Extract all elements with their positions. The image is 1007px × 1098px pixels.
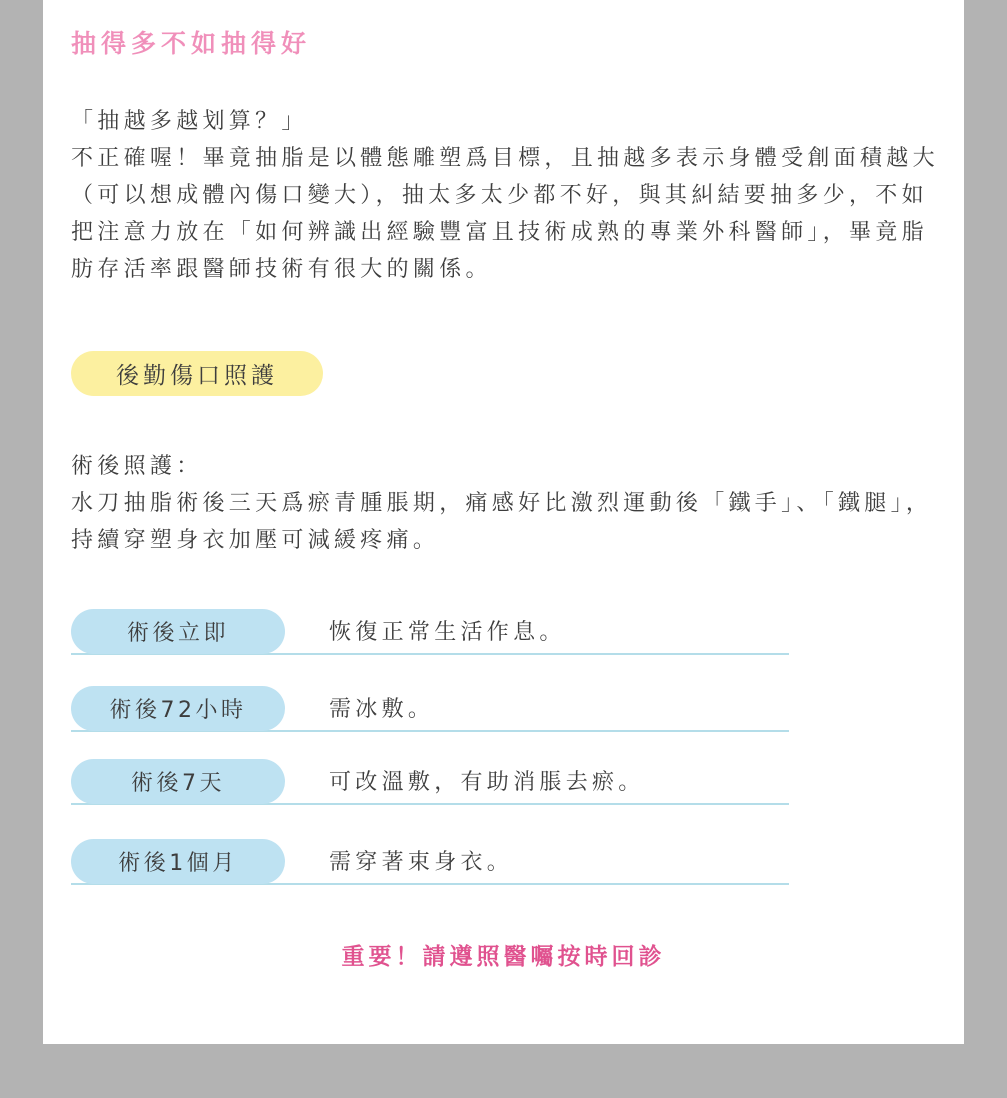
timeline-row [71, 686, 789, 732]
timeline-row [71, 839, 789, 885]
important-followup-note: 重要！請遵照醫囑按時回診 [341, 944, 666, 970]
aftercare-body: 水刀抽脂術後三天爲瘀青腫脹期，痛感好比激烈運動後「鐵手」、「鐵腿」，持續穿塑身衣加壓可減緩疼痛。 [71, 491, 933, 553]
timeline-label-pill: 術後立即 [71, 609, 285, 654]
timeline-description: 恢復正常生活作息。 [329, 620, 566, 645]
aftercare-title: 術後照護： [71, 454, 203, 479]
timeline-description: 需穿著束身衣。 [329, 850, 514, 875]
timeline-description: 可改溫敷，有助消脹去瘀。 [329, 770, 645, 795]
timeline-row [71, 609, 789, 655]
intro-question: 「抽越多越划算？」 [71, 109, 308, 134]
timeline-description: 需冰敷。 [329, 697, 435, 722]
intro-paragraph [71, 103, 941, 288]
timeline-label-pill: 術後7天 [71, 759, 285, 804]
content-card [43, 0, 964, 1044]
aftercare-section-pill: 後勤傷口照護 [71, 351, 323, 396]
section-heading: 抽得多不如抽得好 [71, 29, 312, 58]
aftercare-paragraph [71, 448, 941, 559]
intro-body: 不正確喔！畢竟抽脂是以體態雕塑爲目標，且抽越多表示身體受創面積越大（可以想成體內傷口變大），抽太多太少都不好，與其糾結要抽多少，不如把注意力放在「如何辨識出經驗豐富且技術成熟的專業外科醫師」，畢竟脂肪存活率跟醫師技術有很大的關係。 [71, 146, 939, 282]
timeline-row [71, 759, 789, 805]
timeline-label-pill: 術後72小時 [71, 686, 285, 731]
timeline-label-pill: 術後1個月 [71, 839, 285, 884]
